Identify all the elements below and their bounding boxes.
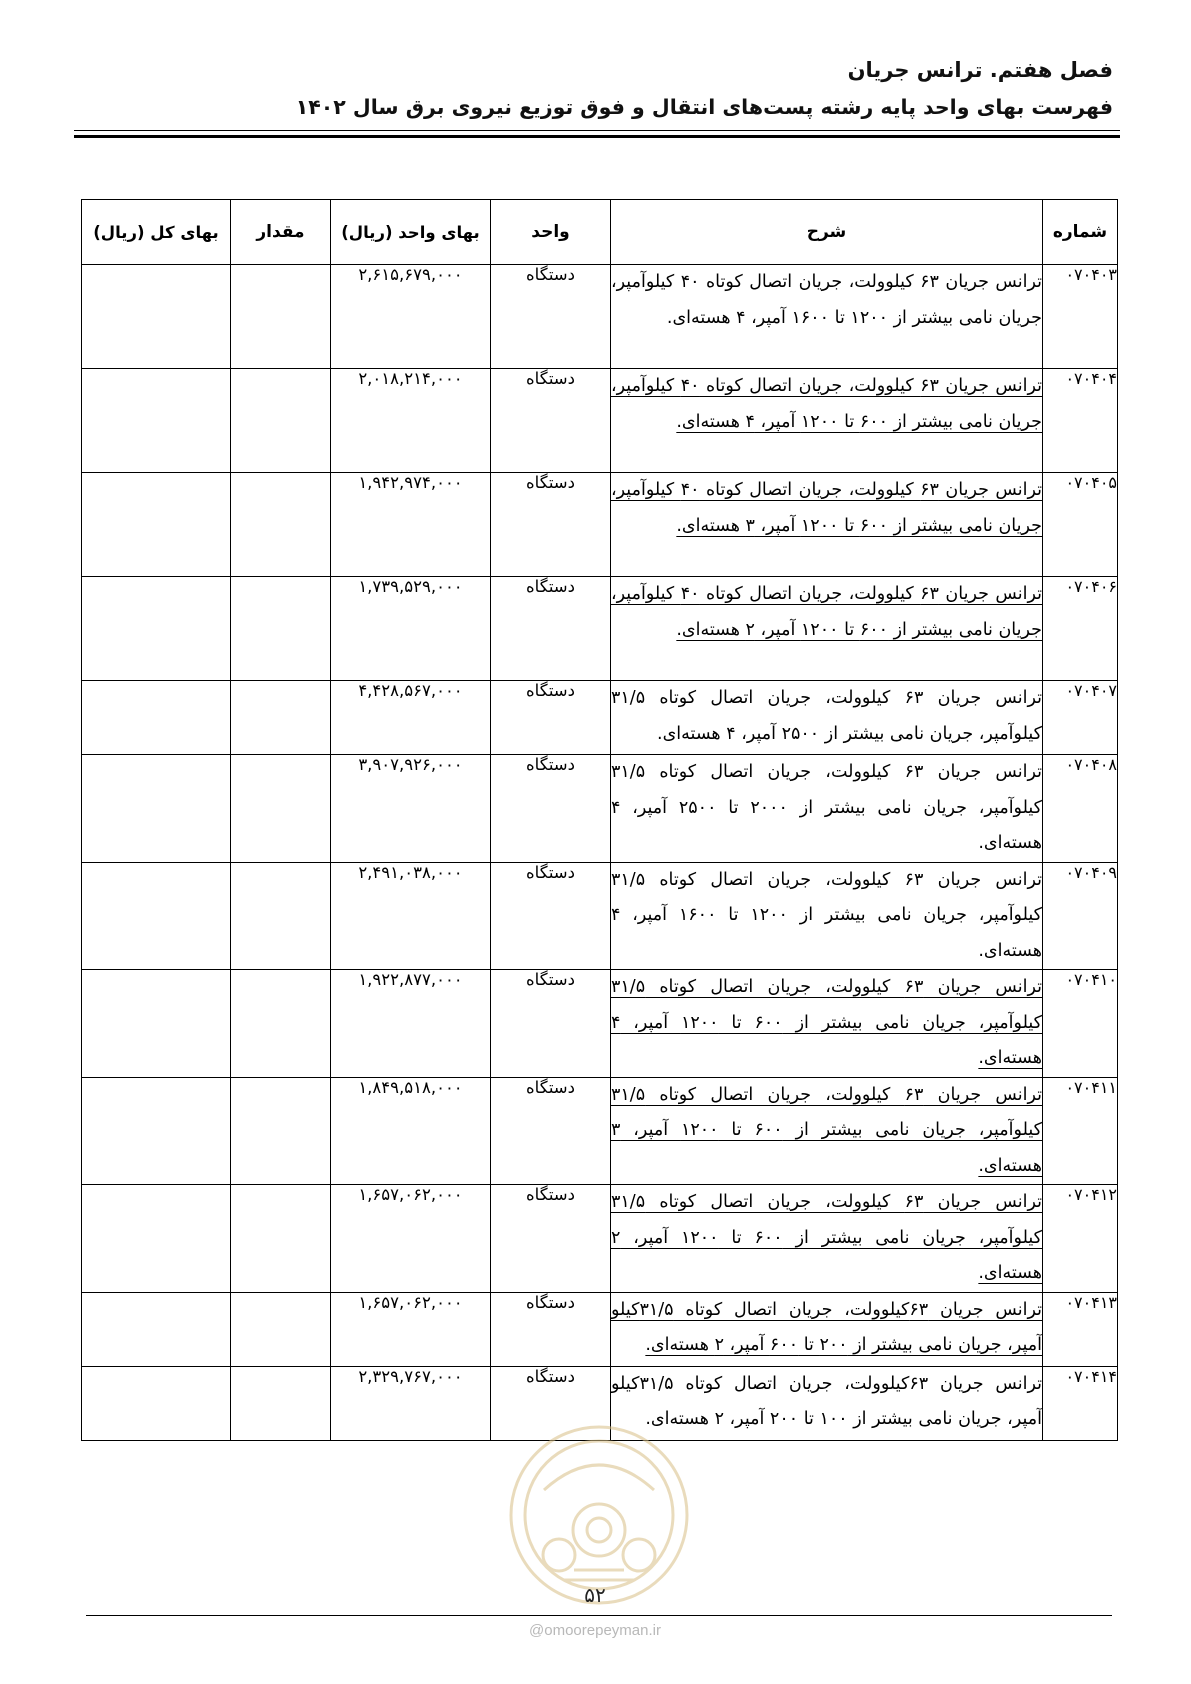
row-total [82, 1185, 231, 1293]
table-row [82, 473, 1118, 577]
row-description-text: ترانس جریان ۶۳ کیلوولت، جریان اتصال کوتاه ۳۱/۵ کیلوآمپر، جریان نامی بیشتر از ۲۰۰۰ تا ۲۵۰۰ آمپر، ۴ هسته‌ای. [611, 762, 1042, 853]
row-unit-price: ۲,۰۱۸,۲۱۴,۰۰۰ [331, 369, 491, 473]
row-description-text: ترانس جریان ۶۳ کیلوولت، جریان اتصال کوتاه ۳۱/۵ کیلوآمپر، جریان نامی بیشتر از ۶۰۰ تا ۱۲۰۰ آمپر، ۴ هسته‌ای. [611, 977, 1042, 1068]
watermark-seal-icon [504, 1420, 694, 1610]
row-quantity [231, 369, 331, 473]
row-description [611, 681, 1043, 755]
row-unit: دستگاه [491, 1292, 611, 1366]
column-header-description: شرح [611, 200, 1043, 265]
table-body [82, 265, 1118, 1441]
watermark-handle: @omoorepeyman.ir [529, 1622, 661, 1639]
row-total [82, 577, 231, 681]
row-code: ۰۷۰۴۰۵ [1043, 473, 1118, 577]
row-description-text: ترانس جریان ۶۳ کیلوولت، جریان اتصال کوتاه ۳۱/۵ کیلوآمپر، جریان نامی بیشتر از ۲۵۰۰ آمپر، ۴ هسته‌ای. [611, 688, 1042, 744]
row-description [611, 862, 1043, 970]
document-title: فهرست بهای واحد پایه رشته پست‌های انتقال و فوق توزیع نیروی برق سال ۱۴۰۲ [295, 95, 1113, 119]
row-quantity [231, 1366, 331, 1440]
row-code: ۰۷۰۴۱۴ [1043, 1366, 1118, 1440]
row-total [82, 681, 231, 755]
footer-rule [86, 1615, 1112, 1616]
row-unit: دستگاه [491, 473, 611, 577]
row-code: ۰۷۰۴۰۷ [1043, 681, 1118, 755]
row-description [611, 970, 1043, 1078]
column-header-quantity: مقدار [231, 200, 331, 265]
row-description [611, 1292, 1043, 1366]
row-unit-price: ۱,۶۵۷,۰۶۲,۰۰۰ [331, 1185, 491, 1293]
row-code: ۰۷۰۴۱۳ [1043, 1292, 1118, 1366]
row-unit-price: ۱,۷۳۹,۵۲۹,۰۰۰ [331, 577, 491, 681]
row-quantity [231, 473, 331, 577]
row-quantity [231, 1292, 331, 1366]
row-description [611, 265, 1043, 369]
row-unit: دستگاه [491, 970, 611, 1078]
table-row [82, 1292, 1118, 1366]
row-description [611, 1077, 1043, 1185]
row-description [611, 473, 1043, 577]
row-unit: دستگاه [491, 265, 611, 369]
row-unit-price: ۲,۳۲۹,۷۶۷,۰۰۰ [331, 1366, 491, 1440]
row-unit: دستگاه [491, 1077, 611, 1185]
table-row [82, 1185, 1118, 1293]
chapter-title: فصل هفتم. ترانس جریان [847, 58, 1113, 82]
row-unit: دستگاه [491, 1185, 611, 1293]
row-description-text: ترانس جریان ۶۳ کیلوولت، جریان اتصال کوتاه ۴۰ کیلوآمپر، جریان نامی بیشتر از ۶۰۰ تا ۱۲۰۰ آمپر، ۲ هسته‌ای. [611, 584, 1042, 640]
table-row [82, 970, 1118, 1078]
row-code: ۰۷۰۴۰۹ [1043, 862, 1118, 970]
row-description-text: ترانس جریان ۶۳ کیلوولت، جریان اتصال کوتاه ۳۱/۵ کیلوآمپر، جریان نامی بیشتر از ۶۰۰ تا ۱۲۰۰ آمپر، ۲ هسته‌ای. [611, 1192, 1042, 1283]
row-total [82, 1292, 231, 1366]
row-code: ۰۷۰۴۱۰ [1043, 970, 1118, 1078]
row-description [611, 755, 1043, 863]
row-unit-price: ۲,۴۹۱,۰۳۸,۰۰۰ [331, 862, 491, 970]
table-row [82, 369, 1118, 473]
row-quantity [231, 681, 331, 755]
page-number: ۵۲ [584, 1583, 606, 1607]
table-header-row [82, 200, 1118, 265]
table-row [82, 265, 1118, 369]
row-description-text: ترانس جریان ۶۳کیلوولت، جریان اتصال کوتاه ۳۱/۵کیلو آمپر، جریان نامی بیشتر از ۱۰۰ تا ۲۰۰ آمپر، ۲ هسته‌ای. [611, 1373, 1042, 1429]
row-code: ۰۷۰۴۰۳ [1043, 265, 1118, 369]
row-quantity [231, 755, 331, 863]
row-description-text: ترانس جریان ۶۳ کیلوولت، جریان اتصال کوتاه ۳۱/۵ کیلوآمپر، جریان نامی بیشتر از ۶۰۰ تا ۱۲۰۰ آمپر، ۳ هسته‌ای. [611, 1084, 1042, 1176]
row-unit: دستگاه [491, 577, 611, 681]
price-list-table [81, 199, 1118, 1441]
row-unit-price: ۱,۹۴۲,۹۷۴,۰۰۰ [331, 473, 491, 577]
row-unit: دستگاه [491, 862, 611, 970]
row-unit-price: ۱,۸۴۹,۵۱۸,۰۰۰ [331, 1077, 491, 1185]
header-rule-thick [74, 135, 1120, 138]
row-code: ۰۷۰۴۰۴ [1043, 369, 1118, 473]
row-total [82, 755, 231, 863]
row-unit: دستگاه [491, 755, 611, 863]
row-total [82, 1366, 231, 1440]
row-code: ۰۷۰۴۱۲ [1043, 1185, 1118, 1293]
row-quantity [231, 265, 331, 369]
row-code: ۰۷۰۴۱۱ [1043, 1077, 1118, 1185]
row-unit-price: ۱,۹۲۲,۸۷۷,۰۰۰ [331, 970, 491, 1078]
row-total [82, 369, 231, 473]
column-header-unit-price: بهای واحد (ریال) [331, 200, 491, 265]
table-row [82, 755, 1118, 863]
header-rule-thin [74, 130, 1120, 131]
row-code: ۰۷۰۴۰۸ [1043, 755, 1118, 863]
table-row [82, 577, 1118, 681]
row-unit: دستگاه [491, 681, 611, 755]
row-total [82, 970, 231, 1078]
table-row [82, 862, 1118, 970]
table-row [82, 1077, 1118, 1185]
row-quantity [231, 577, 331, 681]
table-row [82, 681, 1118, 755]
row-description [611, 577, 1043, 681]
row-description-text: ترانس جریان ۶۳ کیلوولت، جریان اتصال کوتاه ۳۱/۵ کیلوآمپر، جریان نامی بیشتر از ۱۲۰۰ تا ۱۶۰۰ آمپر، ۴ هسته‌ای. [611, 869, 1042, 961]
row-description [611, 1185, 1043, 1293]
column-header-code: شماره [1043, 200, 1118, 265]
column-header-total: بهای کل (ریال) [82, 200, 231, 265]
row-total [82, 1077, 231, 1185]
row-total [82, 862, 231, 970]
row-description-text: ترانس جریان ۶۳ کیلوولت، جریان اتصال کوتاه ۴۰ کیلوآمپر، جریان نامی بیشتر از ۶۰۰ تا ۱۲۰۰ آمپر، ۴ هسته‌ای. [611, 376, 1042, 432]
row-total [82, 473, 231, 577]
row-unit-price: ۲,۶۱۵,۶۷۹,۰۰۰ [331, 265, 491, 369]
row-unit-price: ۱,۶۵۷,۰۶۲,۰۰۰ [331, 1292, 491, 1366]
row-description-text: ترانس جریان ۶۳ کیلوولت، جریان اتصال کوتاه ۴۰ کیلوآمپر، جریان نامی بیشتر از ۱۲۰۰ تا ۱۶۰۰ آمپر، ۴ هسته‌ای. [611, 272, 1042, 328]
row-description-text: ترانس جریان ۶۳ کیلوولت، جریان اتصال کوتاه ۴۰ کیلوآمپر، جریان نامی بیشتر از ۶۰۰ تا ۱۲۰۰ آمپر، ۳ هسته‌ای. [611, 480, 1042, 536]
row-total [82, 265, 231, 369]
row-quantity [231, 862, 331, 970]
row-quantity [231, 1077, 331, 1185]
row-description-text: ترانس جریان ۶۳کیلوولت، جریان اتصال کوتاه ۳۱/۵کیلو آمپر، جریان نامی بیشتر از ۲۰۰ تا ۶۰۰ آمپر، ۲ هسته‌ای. [611, 1299, 1042, 1355]
row-unit-price: ۳,۹۰۷,۹۲۶,۰۰۰ [331, 755, 491, 863]
row-code: ۰۷۰۴۰۶ [1043, 577, 1118, 681]
row-unit-price: ۴,۴۲۸,۵۶۷,۰۰۰ [331, 681, 491, 755]
row-unit: دستگاه [491, 369, 611, 473]
row-quantity [231, 1185, 331, 1293]
row-unit: دستگاه [491, 1366, 611, 1440]
column-header-unit: واحد [491, 200, 611, 265]
row-description [611, 369, 1043, 473]
row-quantity [231, 970, 331, 1078]
